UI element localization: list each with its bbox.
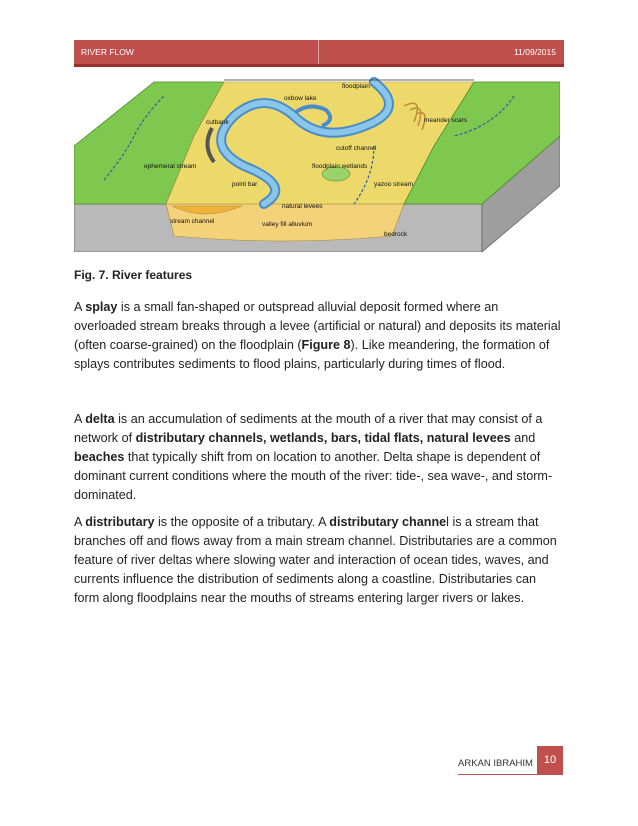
label-cutoff-channel: cutoff channel (336, 145, 377, 152)
label-yazoo-stream: yazoo stream (374, 181, 414, 188)
paragraph-delta (74, 410, 564, 505)
header-title: RIVER FLOW (74, 40, 319, 64)
label-oxbow-lake: oxbow lake (284, 95, 317, 102)
page-header (74, 40, 564, 67)
figure-reference: Figure 8 (301, 338, 351, 352)
term-splay: splay (85, 300, 118, 314)
term-distributary-features: distributary channels, wetlands, bars, tidal flats, natural levees (135, 431, 511, 445)
p1-text-3: ). Like meandering, the formation of splays contributes sediments to flood plains, particularly during times of flood. (74, 338, 550, 371)
label-point-bar: point bar (232, 181, 258, 188)
p2-text-4: that typically shift from on location to another. Delta shape is dependent of dominant current conditions where the mouth of the river: tide-, sea wave-, and storm-dominated. (74, 450, 553, 502)
label-meander-scars: meander scars (424, 117, 467, 124)
p3-text-1: A (74, 515, 86, 529)
footer-divider (458, 774, 563, 775)
p1-text-2: is a small fan-shaped or outspread alluvial deposit formed where an overloaded stream breaks through a levee (artificial or natural) and deposits its material (often coarse-grained) on the floodplain ( (74, 300, 561, 352)
label-cutbank: cutbank (206, 119, 229, 126)
term-delta: delta (85, 412, 115, 426)
p3-text-2: is the opposite of a tributary. A (154, 515, 330, 529)
p2-text-1: A (74, 412, 86, 426)
label-floodplain-wetlands: floodplain wetlands (312, 163, 368, 170)
paragraph-splay (74, 298, 564, 374)
page-number: 10 (537, 746, 563, 774)
label-valley-fill-alluvium: valley fill alluvium (262, 221, 313, 228)
term-distributary: distributary (85, 515, 155, 529)
p2-text-2: is an accumulation of sediments at the mouth of a river that may consist of a network of (74, 412, 543, 445)
p1-text-1: A (74, 300, 86, 314)
label-floodplain: floodplain (342, 83, 370, 90)
p2-text-3: and (510, 431, 536, 445)
paragraph-distributary (74, 513, 564, 608)
p3-text-3: l is a stream that branches off and flows away from a main stream channel. Distributaries are a common feature of river deltas where slowing water and interaction of ocean tides, waves, and currents influence the distribution of sediments along a coastline. Distributaries can form along floodplains near the mouths of streams entering larger rivers or lakes. (74, 515, 557, 605)
label-ephemeral-stream: ephemeral stream (144, 163, 197, 170)
header-date: 11/09/2015 (514, 47, 556, 57)
label-natural-levees: natural levees (282, 203, 323, 210)
label-stream-channel: stream channel (170, 218, 215, 225)
figure-caption: Fig. 7. River features (74, 268, 193, 282)
footer-author: ARKAN IBRAHIM (458, 758, 533, 769)
term-beaches: beaches (74, 450, 125, 464)
label-bedrock: bedrock (384, 231, 408, 238)
term-distributary-channel: distributary channe (329, 515, 447, 529)
river-features-diagram (74, 76, 560, 252)
